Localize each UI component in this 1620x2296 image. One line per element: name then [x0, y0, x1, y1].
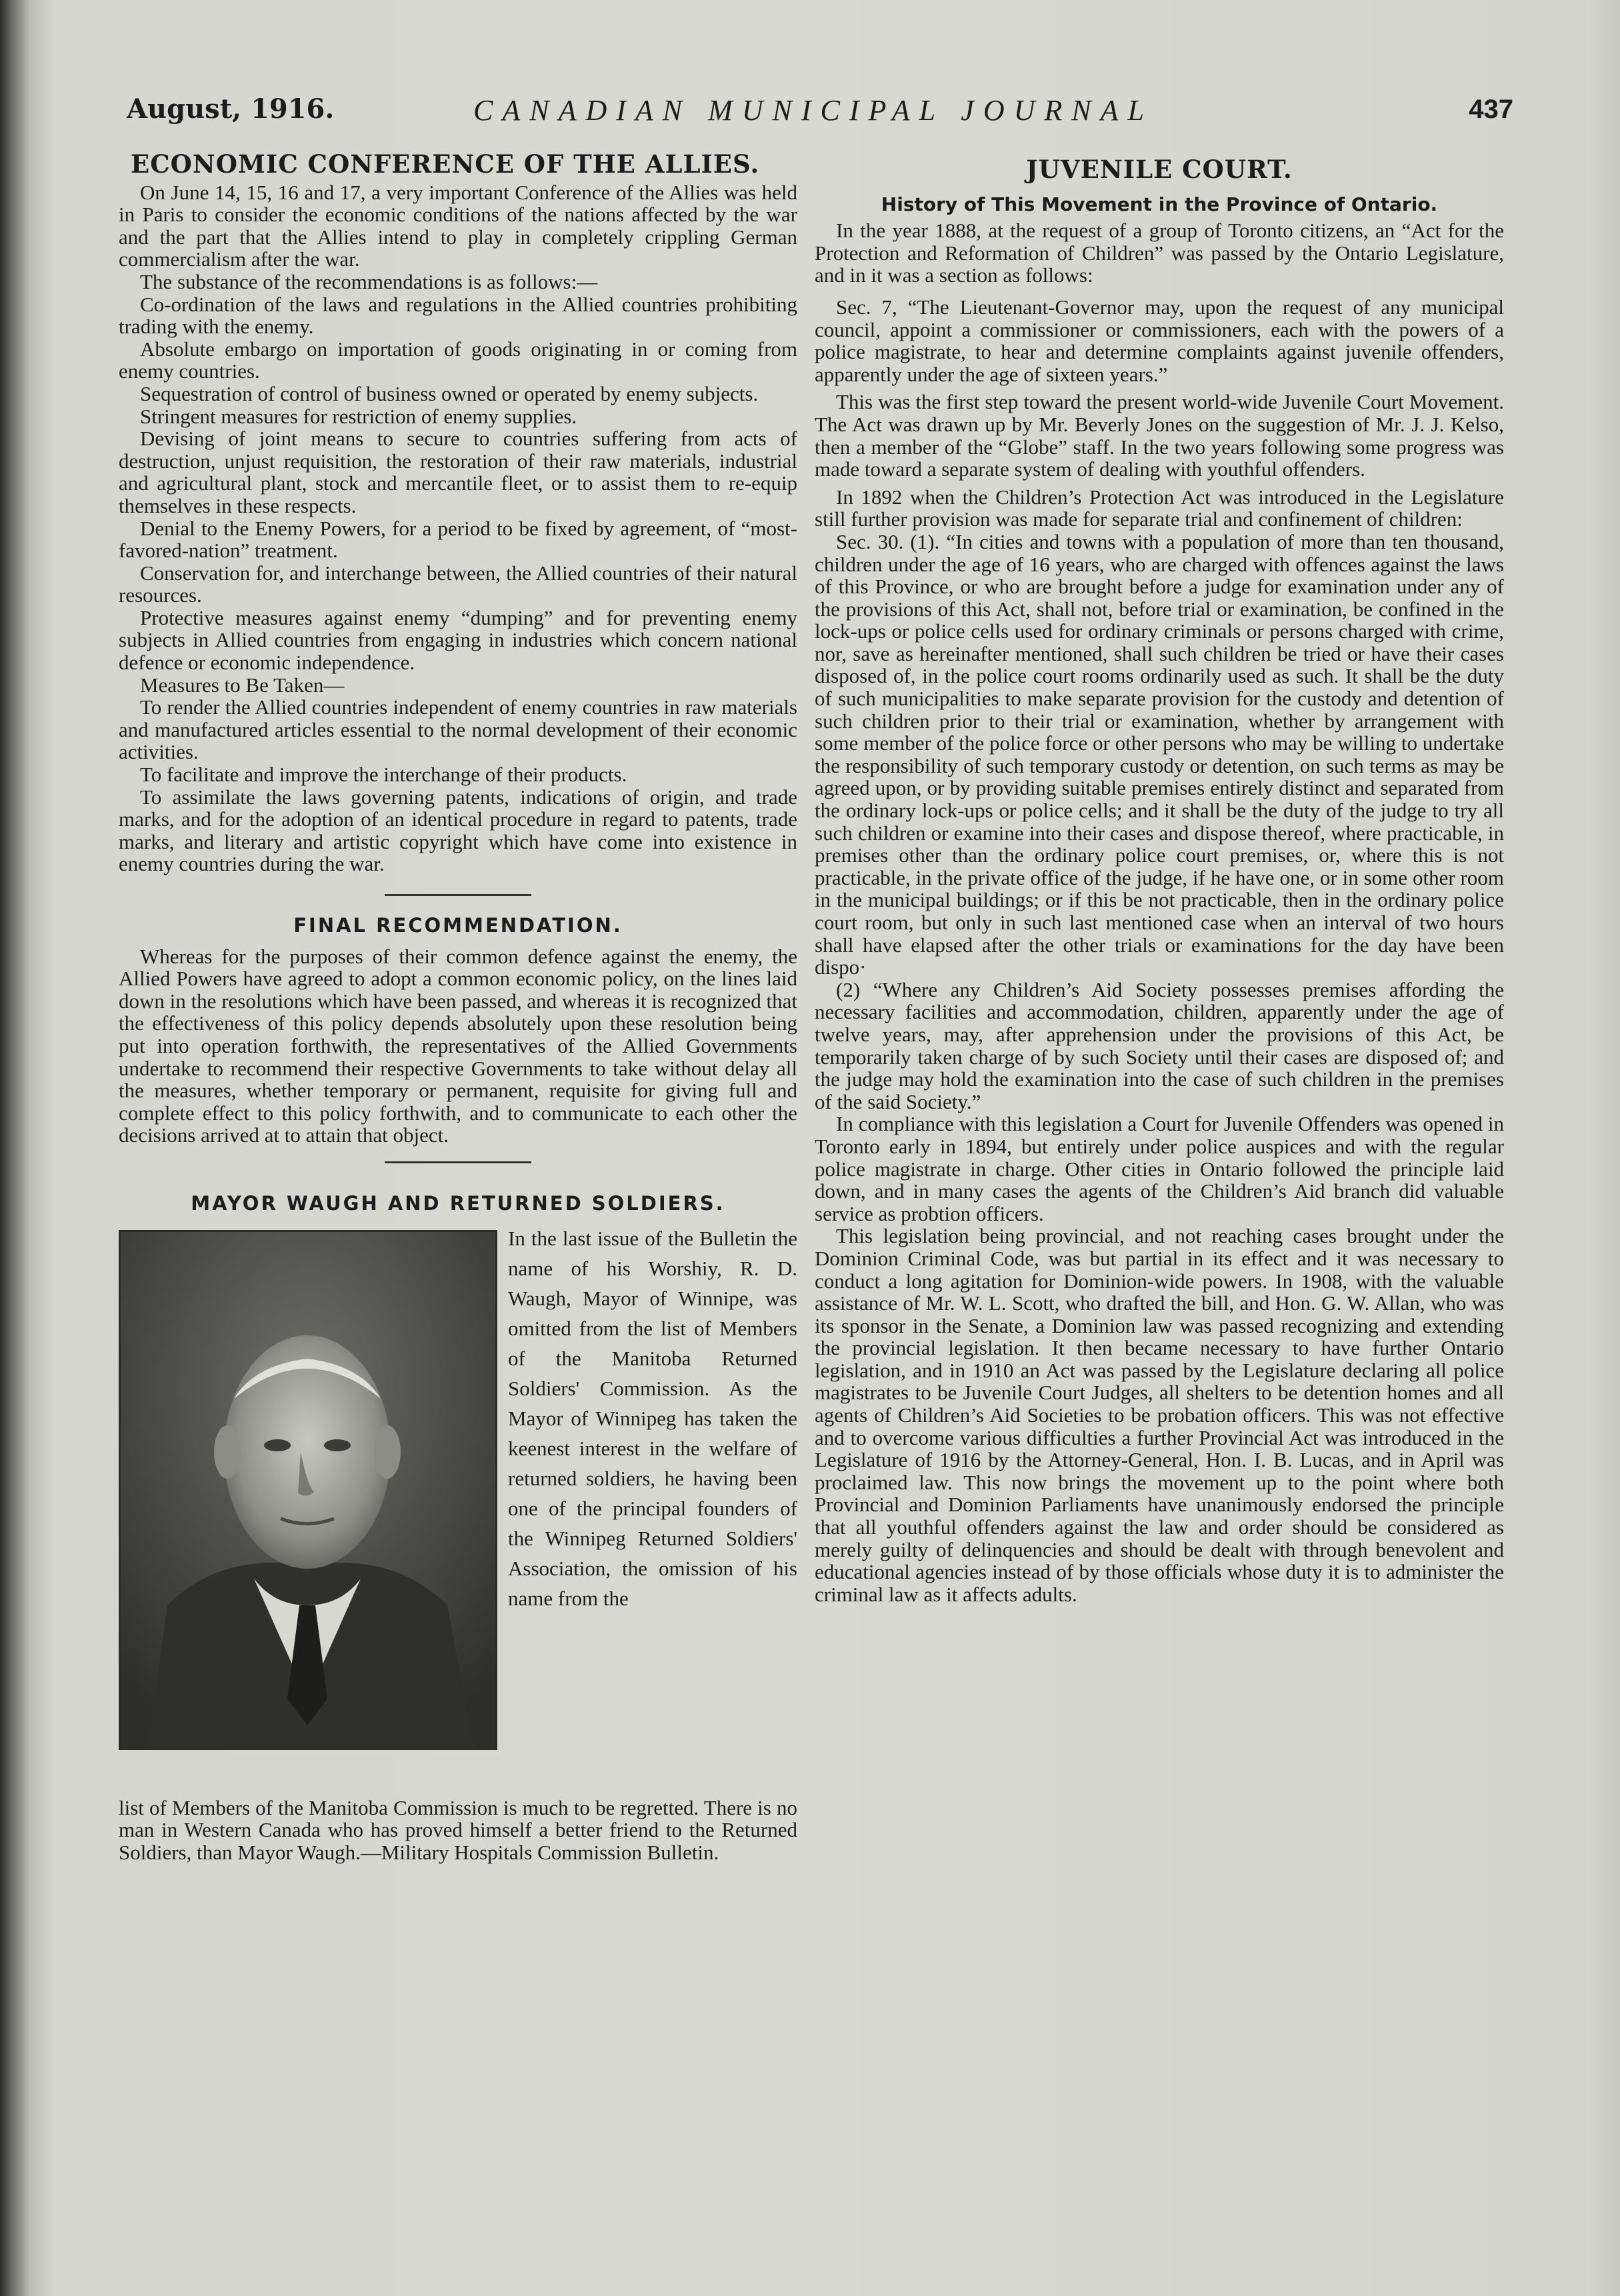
right-column — [815, 153, 1504, 1605]
juvenile-court-title: JUVENILE COURT. — [1026, 155, 1293, 184]
paragraph: The substance of the recommendations is as follows:— — [140, 269, 598, 293]
paragraph: Protective measures against enemy “dumping” and for preventing enemy subjects in Allied countries from engaging in industries which concern national defence or economic independence. — [119, 605, 797, 675]
left-column — [119, 149, 797, 1864]
paragraph: Sequestration of control of business owned or operated by enemy subjects. — [140, 381, 759, 405]
juvenile-court-subtitle: History of This Movement in the Province of Ontario. — [881, 193, 1438, 215]
mayor-article-wrap-text: In the last issue of the Bulletin the name of his Worshiy, R. D. Waugh, Mayor of Winnipe, was omitted from the list of Members of the Manitoba Returned Soldiers' Commission. As the Mayor of Winnipeg has taken the keenest interest in the welfare of returned soldiers, he having been one of the principal founders of the Winnipeg Returned Soldiers' Association, the omission of his name from the — [508, 1226, 797, 1610]
mayor-waugh-title: MAYOR WAUGH AND RETURNED SOLDIERS. — [191, 1191, 725, 1215]
page-header — [127, 93, 1513, 140]
section-divider — [385, 1161, 531, 1163]
economic-conference-body — [119, 181, 797, 875]
issue-date: August, 1916. — [127, 93, 335, 125]
paragraph: This legislation being provincial, and not reaching cases brought under the Dominion Criminal Code, was but partial in its effect and it was necessary to conduct a long agitation for Dominion-wide powers. In 1908, with the valuable assistance of Mr. W. L. Scott, who drafted the bill, and Hon. G. W. Allan, who was its sponsor in the Senate, a Dominion law was passed recognizing and extending the provincial legislation. It then became necessary to have further Ontario legislation, and in 1910 an Act was passed by the Legislature declaring all police magistrates to be Juvenile Court Judges, all shelters to be detention homes and all agents of Children’s Aid Societies to be probation officers. This was not effective and to overcome various difficulties a further Provincial Act was introduced in the Legislature of 1916 by the Attorney-General, Hon. I. B. Lucas, and in April was proclaimed law. This now brings the movement up to the point where both Provincial and Dominion Parliaments have unanimously endorsed the principle that all youthful offenders against the law and order should be considered as merely guilty of delinquencies and should be dealt with through benevolent and educational agencies instead of by those officials whose duty it is to administer the criminal law as it affects adults. — [815, 1224, 1504, 1606]
mayor-portrait-photo — [119, 1230, 497, 1750]
paragraph: To assimilate the laws governing patents, indications of origin, and trade marks, and for the adoption of an identical procedure in regard to patents, trade marks, and literary and artistic copyright which have come into existence in enemy countries during the war. — [119, 785, 797, 876]
paragraph: Sec. 7, “The Lieutenant-Governor may, upon the request of any municipal council, appoint a commissioner or commissioners, each with the powers of a police magistrate, to hear and determine complaints against juvenile offenders, apparently under the age of sixteen years.” — [815, 295, 1504, 386]
paragraph: On June 14, 15, 16 and 17, a very important Conference of the Allies was held in Paris to consider the economic conditions of the nations affected by the war and the part that the Allies intend to play in completely crippling German commercialism after the war. — [119, 180, 797, 271]
final-recommendation-body: Whereas for the purposes of their common defence against the enemy, the Allied Powers have agreed to adopt a common economic policy, on the lines laid down in the resolutions which have been passed, and whereas it is recognized that the effectiveness of this policy depends absolutely upon these resolution being put into operation forthwith, the representatives of the Allied Governments undertake to recommend their respective Governments to take without delay all the measures, whether temporary or permanent, requisite for giving full and complete effect to this policy forthwith, and to communicate to each other the decisions arrived at to attain that object. — [119, 944, 797, 1147]
paragraph: In compliance with this legislation a Court for Juvenile Offenders was opened in Toronto early in 1894, but entirely under police auspices and with the regular police magistrate in charge. Other cities in Ontario followed the principle laid down, and in many cases the agents of the Children’s Aid branch did valuable service as probtion officers. — [815, 1112, 1504, 1225]
paragraph: In the year 1888, at the request of a group of Toronto citizens, an “Act for the Protection and Reformation of Children” was passed by the Ontario Legislature, and in it was a section as follows: — [815, 219, 1504, 287]
paragraph: Conservation for, and interchange between, the Allied countries of their natural resources. — [119, 561, 797, 607]
paragraph: In 1892 when the Children’s Protection Act was introduced in the Legislature still further provision was made for separate trial and confinement of children: — [815, 485, 1504, 531]
paragraph: Co-ordination of the laws and regulations in the Allied countries prohibiting trading with the enemy. — [119, 292, 797, 339]
paragraph: Sec. 30. (1). “In cities and towns with a population of more than ten thousand, children under the age of 16 years, who are charged with offences against the laws of this Province, or who are brought before a judge for examination under any of the provisions of this Act, shall not, before trial or examination, be confined in the lock-ups or police cells used for ordinary criminals or persons charged with crime, nor, save as hereinafter mentioned, shall such children be tried or have their cases disposed of, in the police court rooms ordinarily used as such. It shall be the duty of such municipalities to make separate provision for the custody and detention of such children prior to their trial or examination, whether by arrangement with some member of the police force or other persons who may be willing to undertake the responsibility of such temporary custody or detention, on such terms as may be agreed upon, or by providing suitable premises entirely distinct and separated from the ordinary lock-ups or police cells; and it shall be the duty of the judge to try all such children or examine into their cases and dispose thereof, where practicable, in premises other than the ordinary police court premises, or, where this is not practicable, in the private office of the judge, if he have one, or in some other room in the municipal buildings; or if this be not practicable, then in the ordinary police court room, but only in such last mentioned case when an interval of two hours shall have elapsed after the other trials or examinations for the day have been dispo· — [815, 529, 1504, 979]
paragraph: To render the Allied countries independent of enemy countries in raw materials and manufactured articles essential to the normal development of their economic activities. — [119, 695, 797, 764]
final-recommendation-title: FINAL RECOMMENDATION. — [293, 914, 623, 937]
paragraph: This was the first step toward the present world-wide Juvenile Court Movement. The Act was drawn up by Mr. Beverly Jones on the suggestion of Mr. J. J. Kelso, then a member of the “Globe” staff. In the two years following some progress was made toward a separate system of dealing with youthful offenders. — [815, 390, 1504, 481]
section-divider — [385, 894, 531, 896]
page-number: 437 — [1469, 95, 1513, 124]
paragraph: Measures to Be Taken— — [140, 673, 345, 697]
paragraph: Stringent measures for restriction of enemy supplies. — [140, 404, 577, 428]
paragraph: (2) “Where any Children’s Aid Society possesses premises affording the necessary facilities and accommodation, children, apparently under the age of twelve years, may, after apprehension under the provisions of this Act, be temporarily taken charge of by such Society until their cases are disposed of; and the judge may hold the examination into the case of such children in the premises of the said Society.” — [815, 977, 1504, 1113]
paragraph: Devising of joint means to secure to countries suffering from acts of destruction, unjust requisition, the restoration of their raw materials, industrial and agricultural plant, stock and mercantile fleet, or to assist them to re-equip themselves in these respects. — [119, 427, 797, 517]
mayor-waugh-article — [119, 1223, 797, 1797]
mayor-article-tail — [119, 1797, 797, 1864]
economic-conference-title: ECONOMIC CONFERENCE OF THE ALLIES. — [131, 149, 760, 179]
paragraph: Denial to the Enemy Powers, for a period to be fixed by agreement, of “most-favored-nation” treatment. — [119, 516, 797, 563]
paragraph: To facilitate and improve the interchange of their products. — [140, 763, 627, 787]
journal-title: CANADIAN MUNICIPAL JOURNAL — [473, 94, 1153, 127]
paragraph: Absolute embargo on importation of goods originating in or coming from enemy countries. — [119, 337, 797, 383]
paragraph: list of Members of the Manitoba Commission is much to be regretted. There is no man in Western Canada who has proved himself a better friend to the Returned Soldiers, than Mayor Waugh.—Military Hospitals Commission Bulletin. — [119, 1795, 797, 1864]
